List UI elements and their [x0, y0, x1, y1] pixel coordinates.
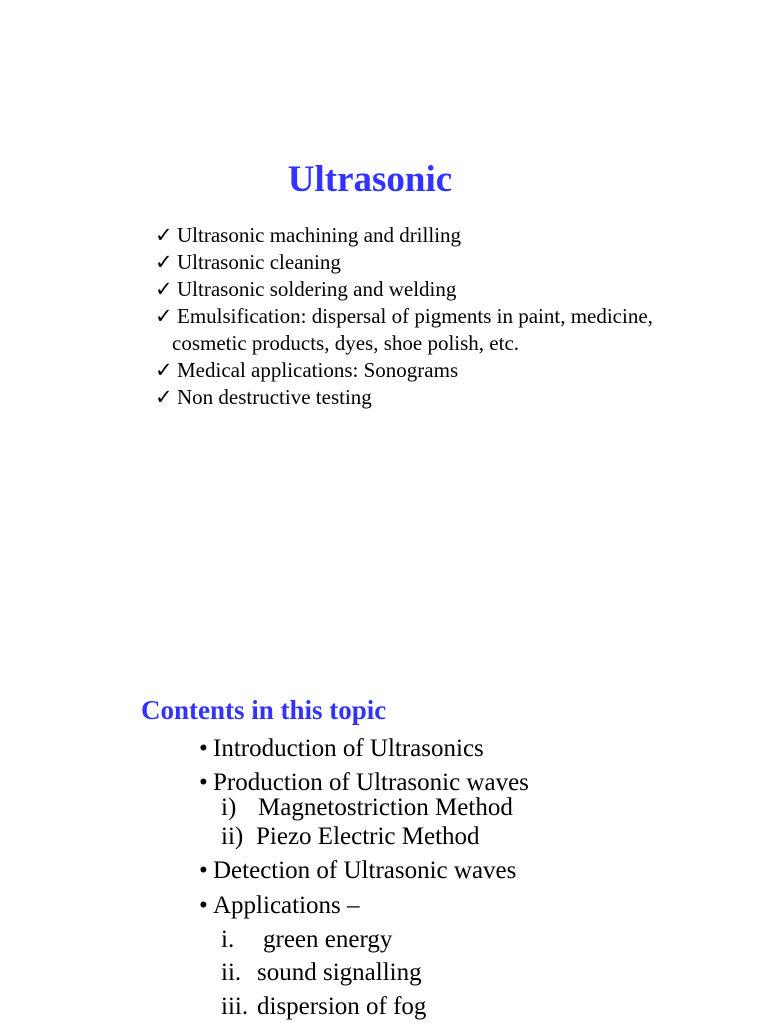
contents-item: [199, 733, 484, 765]
list-item-text: Ultrasonic soldering and welding: [177, 277, 457, 301]
page-title: Ultrasonic: [287, 159, 453, 200]
contents-item-text: Introduction of Ultrasonics: [213, 735, 484, 762]
sub-item: [221, 991, 426, 1023]
list-item: [155, 276, 653, 303]
contents-item: [199, 855, 516, 887]
list-item-text: Emulsification: dispersal of pigments in paint, medicine,: [177, 304, 653, 328]
sub-item-text: sound signalling: [257, 959, 422, 986]
sub-item-text: Magnetostriction Method: [258, 794, 513, 821]
sub-item-number: ii): [221, 823, 244, 850]
list-item: [155, 249, 653, 276]
contents-item: [199, 890, 360, 922]
check-icon: ✓: [155, 250, 173, 274]
bullet-icon: •: [199, 857, 208, 884]
contents-item-text: Production of Ultrasonic waves: [213, 769, 529, 796]
sub-item-number: i): [221, 794, 237, 821]
bullet-icon: •: [199, 735, 208, 762]
sub-item-text: Piezo Electric Method: [256, 823, 480, 850]
bullet-icon: •: [199, 892, 208, 919]
contents-item-text: Applications –: [213, 892, 360, 919]
contents-heading: Contents in this topic: [141, 695, 387, 725]
list-item-text: Medical applications: Sonograms: [177, 358, 459, 382]
check-icon: ✓: [155, 277, 173, 301]
sub-item: [221, 821, 480, 853]
sub-item: [221, 957, 422, 989]
sub-item: [221, 792, 513, 824]
list-item-text: Non destructive testing: [177, 385, 372, 409]
list-item-text: Ultrasonic machining and drilling: [177, 223, 462, 247]
list-item: [155, 384, 653, 411]
applications-list: [155, 222, 653, 411]
sub-item: [221, 924, 392, 956]
sub-item-number: i.: [221, 926, 235, 953]
sub-item-number: iii.: [221, 993, 249, 1020]
list-item: [155, 303, 653, 357]
list-item-continuation: cosmetic products, dyes, shoe polish, etc.: [172, 331, 520, 355]
check-icon: ✓: [155, 358, 173, 382]
list-item-text: Ultrasonic cleaning: [177, 250, 341, 274]
list-item: [155, 222, 653, 249]
bullet-icon: •: [199, 769, 208, 796]
check-icon: ✓: [155, 223, 173, 247]
sub-item-text: dispersion of fog: [257, 993, 427, 1020]
check-icon: ✓: [155, 385, 173, 409]
sub-item-number: ii.: [221, 959, 242, 986]
list-item: [155, 357, 653, 384]
sub-item-text: green energy: [263, 926, 393, 953]
check-icon: ✓: [155, 304, 173, 328]
contents-item-text: Detection of Ultrasonic waves: [213, 857, 517, 884]
